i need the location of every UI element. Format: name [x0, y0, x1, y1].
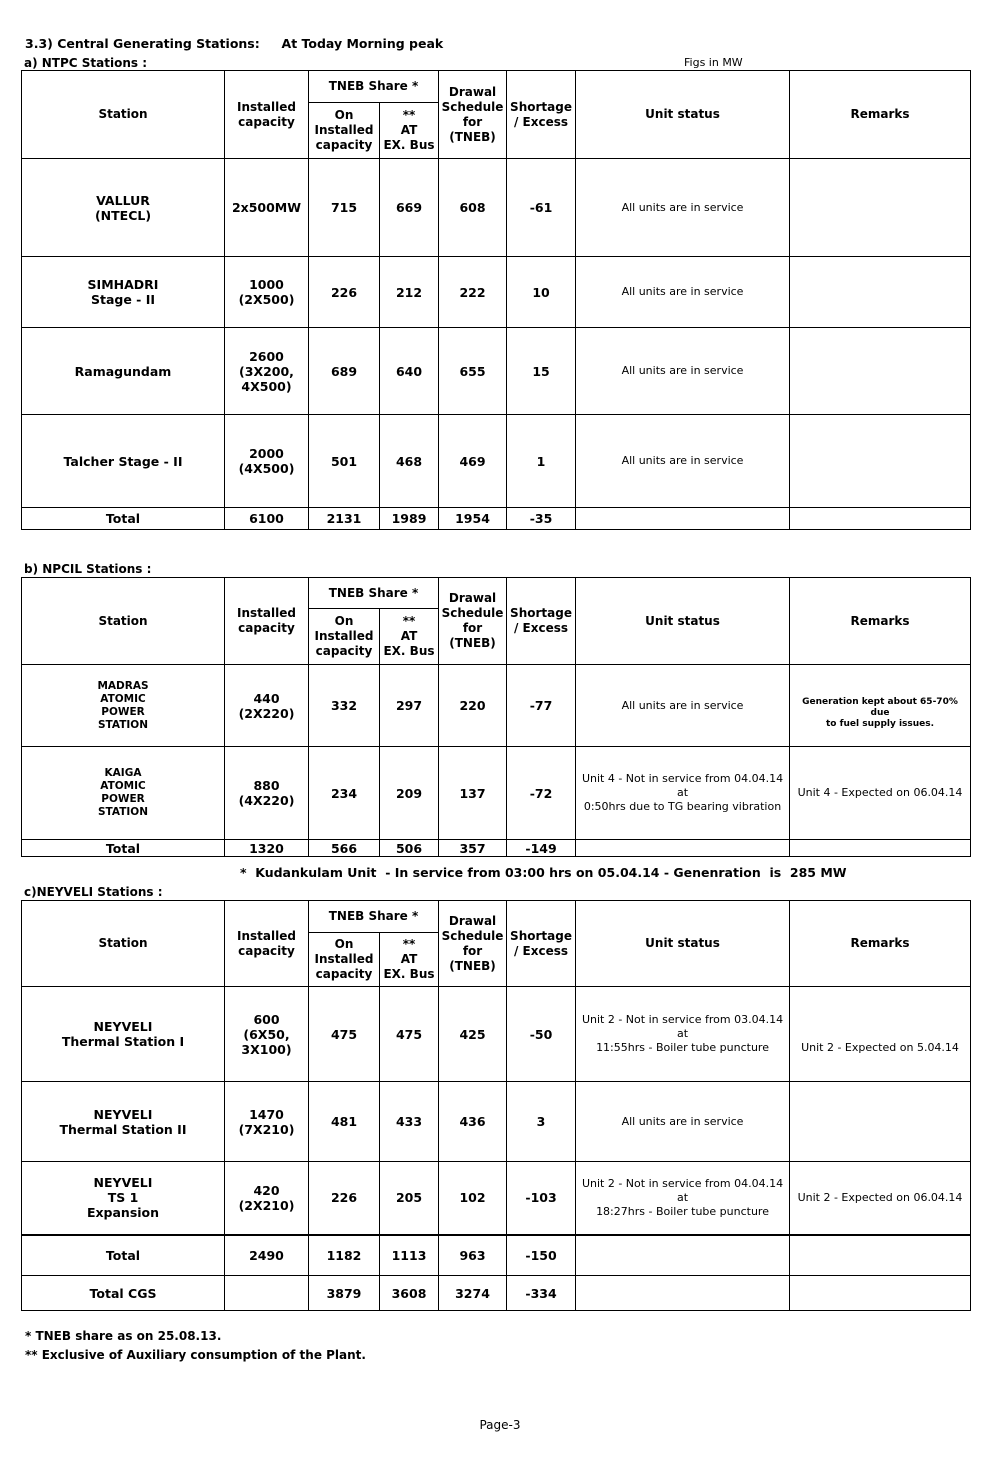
remarks: [790, 257, 971, 328]
shortage-value: -50: [507, 987, 576, 1082]
col-station: Station: [22, 71, 225, 159]
remarks: [790, 1082, 971, 1162]
npcil-table: [21, 577, 971, 857]
total-row: [22, 508, 971, 530]
shortage-value: 1: [507, 415, 576, 508]
on-installed-value: 689: [309, 328, 380, 415]
on-installed-value: 226: [309, 1162, 380, 1235]
table-row: [22, 257, 971, 328]
table-row: [22, 747, 971, 840]
unit-status: All units are in service: [576, 665, 790, 747]
total-on-installed: 1182: [309, 1235, 380, 1276]
total-cgs-ex-bus: 3608: [380, 1276, 439, 1311]
empty-cell: [790, 508, 971, 530]
unit-status: All units are in service: [576, 1082, 790, 1162]
col-shortage: Shortage / Excess: [507, 578, 576, 665]
col-tneb-share: TNEB Share *: [309, 71, 439, 103]
shortage-value: -103: [507, 1162, 576, 1235]
page-number: Page-3: [479, 1418, 521, 1432]
remarks: Unit 2 - Expected on 5.04.14: [790, 987, 971, 1082]
empty-cell: [790, 840, 971, 857]
on-installed-value: 234: [309, 747, 380, 840]
col-on-installed: On Installed capacity: [309, 609, 380, 665]
total-row: [22, 1235, 971, 1276]
footnote-aux: ** Exclusive of Auxiliary consumption of the Plant.: [25, 1348, 366, 1362]
station-name: Ramagundam: [22, 328, 225, 415]
section-number: 3.3) Central Generating Stations:: [25, 36, 260, 51]
on-installed-value: 481: [309, 1082, 380, 1162]
table-row: [22, 665, 971, 747]
total-installed: 1320: [225, 840, 309, 857]
col-shortage: Shortage / Excess: [507, 71, 576, 159]
ex-bus-value: 205: [380, 1162, 439, 1235]
empty-cell: [790, 1276, 971, 1311]
drawal-value: 222: [439, 257, 507, 328]
ex-bus-value: 433: [380, 1082, 439, 1162]
col-tneb-share: TNEB Share *: [309, 578, 439, 609]
total-label: Total: [22, 508, 225, 530]
total-ex-bus: 1989: [380, 508, 439, 530]
table-row: [22, 159, 971, 257]
table-row: [22, 987, 971, 1082]
ntpc-table: [21, 70, 971, 530]
col-at-ex-bus: ** AT EX. Bus: [380, 609, 439, 665]
station-name: Talcher Stage - II: [22, 415, 225, 508]
installed-capacity: 440 (2X220): [225, 665, 309, 747]
total-shortage: -150: [507, 1235, 576, 1276]
col-station: Station: [22, 901, 225, 987]
col-station: Station: [22, 578, 225, 665]
ex-bus-value: 640: [380, 328, 439, 415]
empty-cell: [576, 1235, 790, 1276]
col-installed: Installed capacity: [225, 901, 309, 987]
unit-status: All units are in service: [576, 257, 790, 328]
col-drawal: Drawal Schedule for (TNEB): [439, 71, 507, 159]
ntpc-section-label: a) NTPC Stations :: [24, 56, 147, 70]
total-label: Total: [22, 840, 225, 857]
total-cgs-installed: [225, 1276, 309, 1311]
col-drawal: Drawal Schedule for (TNEB): [439, 578, 507, 665]
shortage-value: -61: [507, 159, 576, 257]
drawal-value: 425: [439, 987, 507, 1082]
station-name: SIMHADRI Stage - II: [22, 257, 225, 328]
empty-cell: [576, 840, 790, 857]
ex-bus-value: 209: [380, 747, 439, 840]
total-shortage: -149: [507, 840, 576, 857]
total-drawal: 963: [439, 1235, 507, 1276]
col-unit-status: Unit status: [576, 71, 790, 159]
ex-bus-value: 212: [380, 257, 439, 328]
col-remarks: Remarks: [790, 901, 971, 987]
installed-capacity: 420 (2X210): [225, 1162, 309, 1235]
col-unit-status: Unit status: [576, 901, 790, 987]
shortage-value: 15: [507, 328, 576, 415]
col-on-installed: On Installed capacity: [309, 933, 380, 987]
empty-cell: [576, 508, 790, 530]
page-title: [25, 36, 443, 51]
installed-capacity: 880 (4X220): [225, 747, 309, 840]
drawal-value: 137: [439, 747, 507, 840]
ex-bus-value: 669: [380, 159, 439, 257]
ex-bus-value: 468: [380, 415, 439, 508]
installed-capacity: 2x500MW: [225, 159, 309, 257]
col-at-ex-bus: ** AT EX. Bus: [380, 103, 439, 159]
drawal-value: 220: [439, 665, 507, 747]
unit-status: All units are in service: [576, 415, 790, 508]
remarks: Unit 2 - Expected on 06.04.14: [790, 1162, 971, 1235]
unit-status: Unit 2 - Not in service from 04.04.14 at 18:27hrs - Boiler tube puncture: [576, 1162, 790, 1235]
installed-capacity: 2000 (4X500): [225, 415, 309, 508]
col-on-installed: On Installed capacity: [309, 103, 380, 159]
total-installed: 6100: [225, 508, 309, 530]
total-drawal: 1954: [439, 508, 507, 530]
on-installed-value: 715: [309, 159, 380, 257]
neyveli-table: [21, 900, 971, 1311]
on-installed-value: 475: [309, 987, 380, 1082]
total-on-installed: 566: [309, 840, 380, 857]
unit-status: All units are in service: [576, 328, 790, 415]
ex-bus-value: 297: [380, 665, 439, 747]
on-installed-value: 332: [309, 665, 380, 747]
figs-unit: Figs in MW: [684, 56, 743, 69]
drawal-value: 469: [439, 415, 507, 508]
shortage-value: -72: [507, 747, 576, 840]
total-ex-bus: 506: [380, 840, 439, 857]
total-cgs-shortage: -334: [507, 1276, 576, 1311]
total-label: Total: [22, 1235, 225, 1276]
unit-status: Unit 2 - Not in service from 03.04.14 at 11:55hrs - Boiler tube puncture: [576, 987, 790, 1082]
col-drawal: Drawal Schedule for (TNEB): [439, 901, 507, 987]
total-installed: 2490: [225, 1235, 309, 1276]
station-name: VALLUR (NTECL): [22, 159, 225, 257]
shortage-value: 3: [507, 1082, 576, 1162]
station-name: NEYVELI Thermal Station I: [22, 987, 225, 1082]
installed-capacity: 1470 (7X210): [225, 1082, 309, 1162]
on-installed-value: 226: [309, 257, 380, 328]
on-installed-value: 501: [309, 415, 380, 508]
empty-cell: [576, 1276, 790, 1311]
station-name: NEYVELI TS 1 Expansion: [22, 1162, 225, 1235]
total-drawal: 357: [439, 840, 507, 857]
remarks: Unit 4 - Expected on 06.04.14: [790, 747, 971, 840]
shortage-value: -77: [507, 665, 576, 747]
table-row: [22, 1082, 971, 1162]
section-subtitle: At Today Morning peak: [281, 36, 444, 51]
table-row: [22, 1162, 971, 1235]
shortage-value: 10: [507, 257, 576, 328]
installed-capacity: 2600 (3X200, 4X500): [225, 328, 309, 415]
drawal-value: 608: [439, 159, 507, 257]
remarks: [790, 328, 971, 415]
installed-capacity: 1000 (2X500): [225, 257, 309, 328]
station-name: KAIGA ATOMIC POWER STATION: [22, 747, 225, 840]
col-unit-status: Unit status: [576, 578, 790, 665]
drawal-value: 655: [439, 328, 507, 415]
station-name: MADRAS ATOMIC POWER STATION: [22, 665, 225, 747]
total-cgs-drawal: 3274: [439, 1276, 507, 1311]
total-ex-bus: 1113: [380, 1235, 439, 1276]
col-remarks: Remarks: [790, 71, 971, 159]
col-shortage: Shortage / Excess: [507, 901, 576, 987]
col-installed: Installed capacity: [225, 578, 309, 665]
remarks: [790, 415, 971, 508]
station-name: NEYVELI Thermal Station II: [22, 1082, 225, 1162]
table-row: [22, 415, 971, 508]
col-installed: Installed capacity: [225, 71, 309, 159]
total-on-installed: 2131: [309, 508, 380, 530]
table-row: [22, 328, 971, 415]
unit-status: Unit 4 - Not in service from 04.04.14 at 0:50hrs due to TG bearing vibration: [576, 747, 790, 840]
col-tneb-share: TNEB Share *: [309, 901, 439, 933]
total-cgs-on-installed: 3879: [309, 1276, 380, 1311]
empty-cell: [790, 1235, 971, 1276]
total-cgs-row: [22, 1276, 971, 1311]
kudankulam-note: * Kudankulam Unit - In service from 03:00 hrs on 05.04.14 - Genenration is 285 MW: [240, 865, 847, 880]
total-cgs-label: Total CGS: [22, 1276, 225, 1311]
remarks: [790, 159, 971, 257]
drawal-value: 436: [439, 1082, 507, 1162]
total-row: [22, 840, 971, 857]
neyveli-section-label: c)NEYVELI Stations :: [24, 885, 163, 899]
col-remarks: Remarks: [790, 578, 971, 665]
drawal-value: 102: [439, 1162, 507, 1235]
remarks: Generation kept about 65-70% due to fuel supply issues.: [790, 665, 971, 747]
col-at-ex-bus: ** AT EX. Bus: [380, 933, 439, 987]
npcil-section-label: b) NPCIL Stations :: [24, 562, 152, 576]
footnote-tneb: * TNEB share as on 25.08.13.: [25, 1329, 222, 1343]
unit-status: All units are in service: [576, 159, 790, 257]
installed-capacity: 600 (6X50, 3X100): [225, 987, 309, 1082]
ex-bus-value: 475: [380, 987, 439, 1082]
total-shortage: -35: [507, 508, 576, 530]
